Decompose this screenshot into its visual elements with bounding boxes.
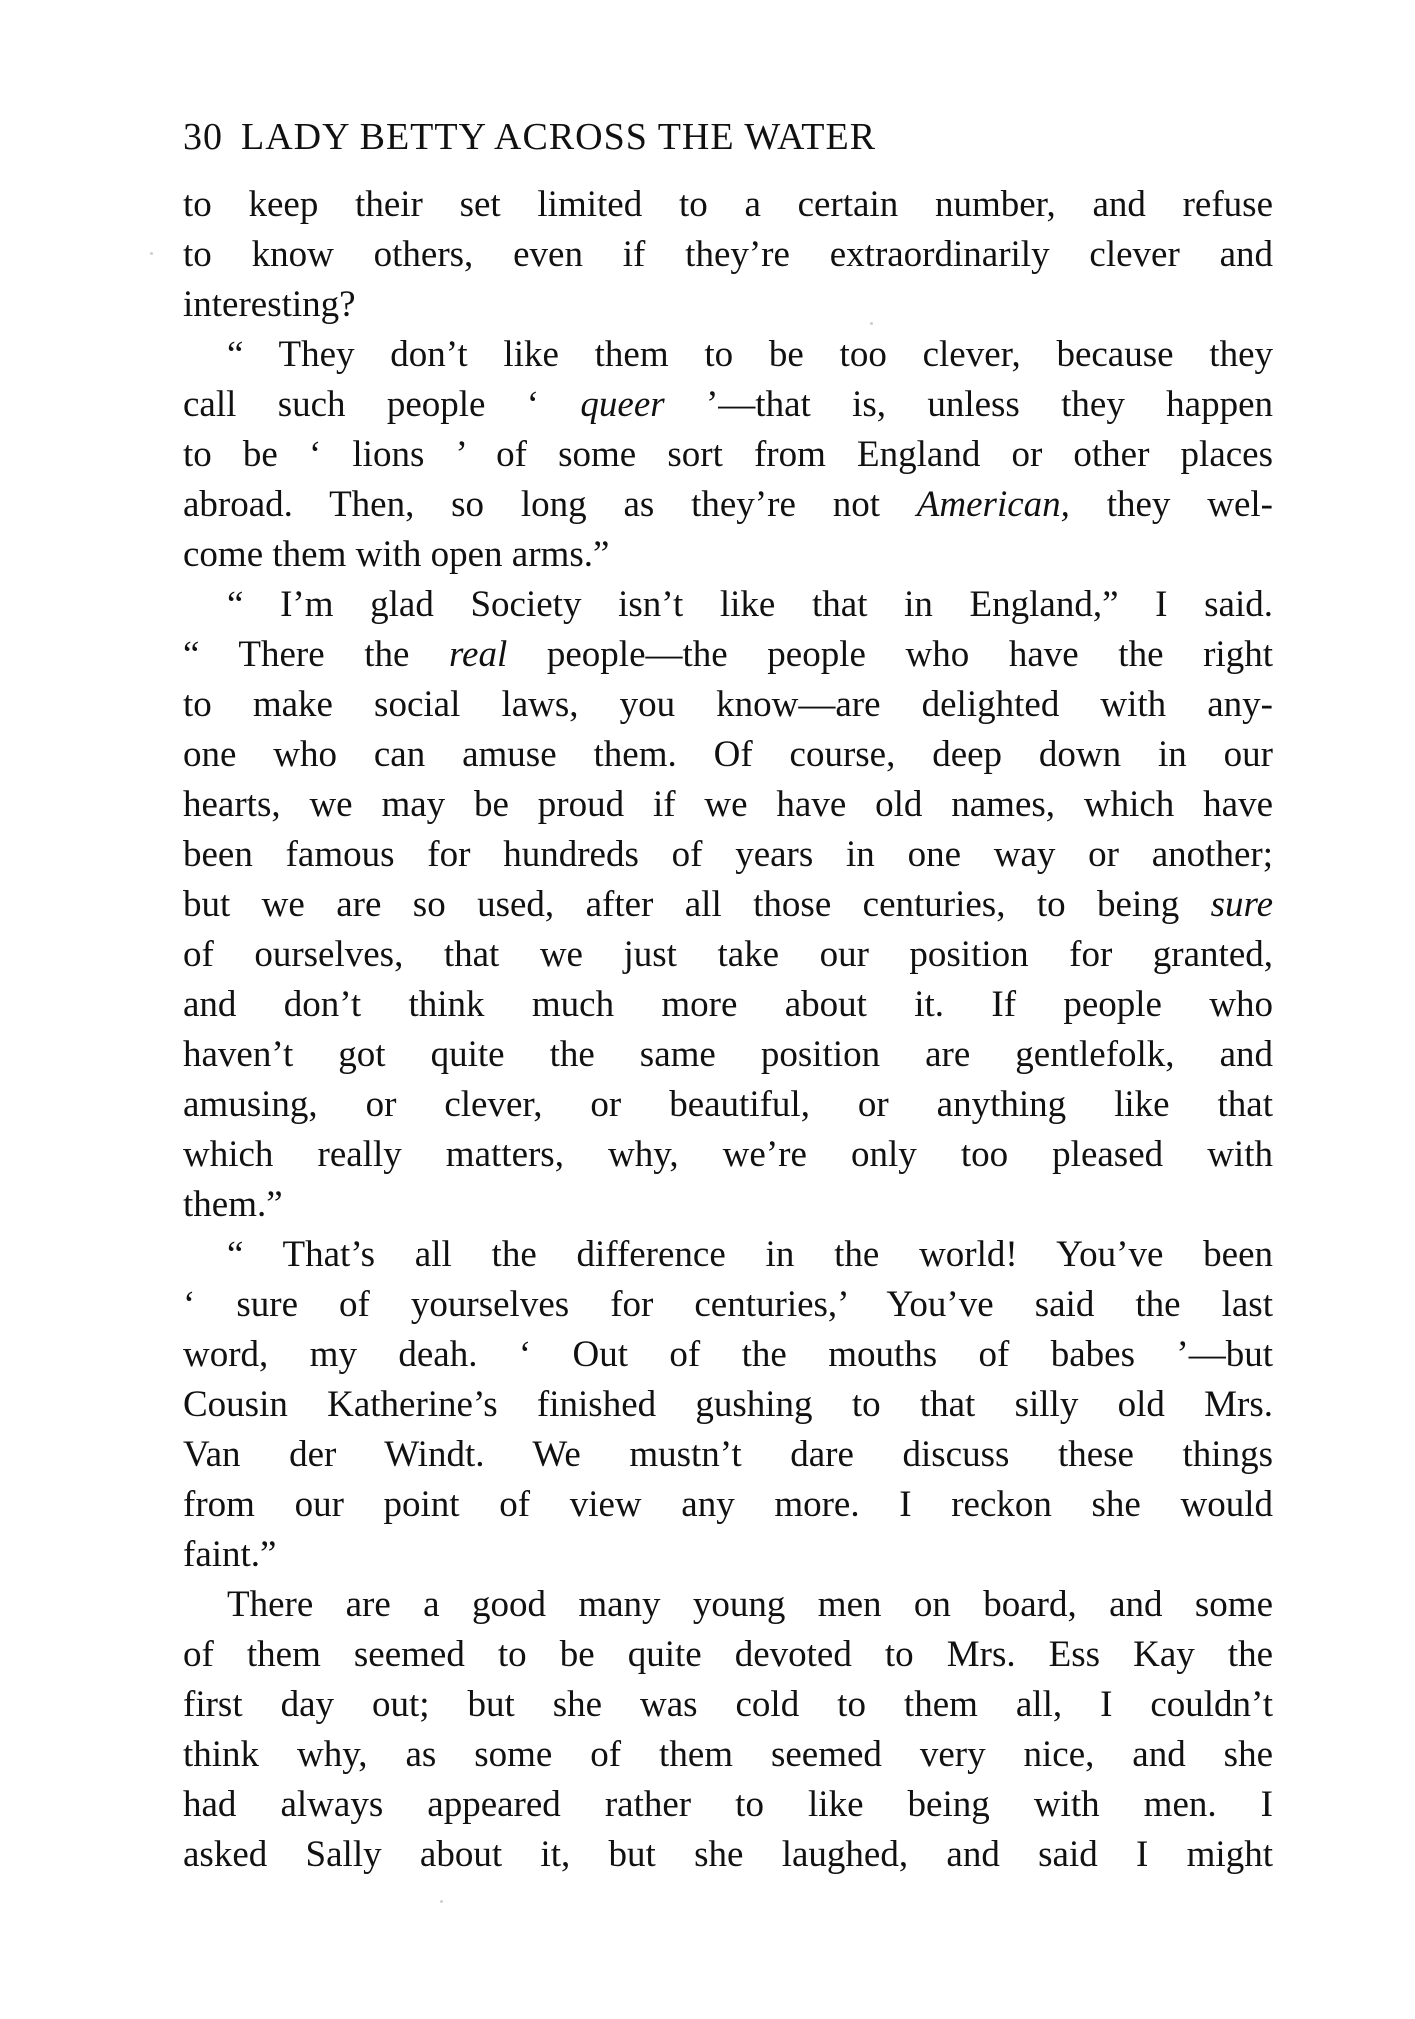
text-segment: “ They don’t like them to be too clever, because they (227, 334, 1273, 375)
text-segment: “ There the (183, 634, 450, 675)
text-line (183, 1430, 1273, 1480)
paper-speck (150, 252, 153, 255)
text-line (183, 1180, 1273, 1230)
text-segment: and don’t think much more about it. If people who (183, 984, 1273, 1025)
text-line (183, 630, 1273, 680)
text-segment: word, my deah. ‘ Out of the mouths of babes ’—but (183, 1334, 1273, 1375)
italic-word: sure (1210, 884, 1273, 925)
text-segment: they wel- (1069, 484, 1273, 525)
text-segment: to know others, even if they’re extraordinarily clever and (183, 234, 1273, 275)
text-line (183, 1730, 1273, 1780)
text-line (183, 530, 1273, 580)
text-segment: but we are so used, after all those centuries, to being (183, 884, 1211, 925)
text-line (183, 280, 1273, 330)
text-line (183, 780, 1273, 830)
text-segment: ‘ sure of yourselves for centuries,’ You’ve said the last (183, 1284, 1273, 1325)
text-line (183, 1480, 1273, 1530)
text-line (183, 1080, 1273, 1130)
text-segment: one who can amuse them. Of course, deep down in our (183, 734, 1273, 775)
text-segment: call such people ‘ (183, 384, 581, 425)
text-line (183, 930, 1273, 980)
text-segment: which really matters, why, we’re only too pleased with (183, 1134, 1273, 1175)
text-segment: “ That’s all the difference in the world! You’ve been (227, 1234, 1273, 1275)
text-line (183, 1130, 1273, 1180)
text-line (183, 1330, 1273, 1380)
text-line (183, 1280, 1273, 1330)
text-line (183, 730, 1273, 780)
text-segment: had always appeared rather to like being with men. I (183, 1784, 1273, 1825)
text-segment: to keep their set limited to a certain number, and refuse (183, 184, 1273, 225)
text-segment: to be ‘ lions ’ of some sort from England or other places (183, 434, 1273, 475)
text-line (183, 430, 1273, 480)
text-line (183, 1580, 1273, 1630)
text-line (183, 1030, 1273, 1080)
text-segment: amusing, or clever, or beautiful, or anything like that (183, 1084, 1273, 1125)
text-line (183, 230, 1273, 280)
text-line (183, 580, 1273, 630)
text-segment: faint.” (183, 1534, 277, 1575)
text-line (183, 180, 1273, 230)
text-segment: them.” (183, 1184, 283, 1225)
body-text (183, 180, 1273, 1880)
text-segment: been famous for hundreds of years in one way or another; (183, 834, 1273, 875)
text-line (183, 680, 1273, 730)
paper-speck (870, 322, 873, 325)
italic-word: real (449, 634, 508, 675)
text-line (183, 1230, 1273, 1280)
paper-speck (440, 1900, 443, 1903)
text-line (183, 980, 1273, 1030)
italic-word: American, (916, 484, 1070, 525)
text-segment: Cousin Katherine’s finished gushing to that silly old Mrs. (183, 1384, 1273, 1425)
text-line (183, 1680, 1273, 1730)
text-segment: abroad. Then, so long as they’re not (183, 484, 917, 525)
page-number: 30 (183, 116, 223, 158)
text-line (183, 380, 1273, 430)
text-segment: come them with open arms.” (183, 534, 610, 575)
text-line (183, 1530, 1273, 1580)
text-line (183, 1380, 1273, 1430)
text-segment: of ourselves, that we just take our position for granted, (183, 934, 1273, 975)
text-segment: interesting? (183, 284, 356, 325)
text-segment: Van der Windt. We mustn’t dare discuss these things (183, 1434, 1273, 1475)
text-line (183, 880, 1273, 930)
text-line (183, 1780, 1273, 1830)
text-line (183, 830, 1273, 880)
text-segment: from our point of view any more. I reckon she would (183, 1484, 1273, 1525)
book-title: LADY BETTY ACROSS THE WATER (241, 116, 877, 158)
text-line (183, 1830, 1273, 1880)
text-segment: ’—that is, unless they happen (664, 384, 1274, 425)
running-head (183, 112, 1273, 162)
text-segment: of them seemed to be quite devoted to Mrs. Ess Kay the (183, 1634, 1273, 1675)
italic-word: queer (580, 384, 665, 425)
text-segment: haven’t got quite the same position are gentlefolk, and (183, 1034, 1273, 1075)
text-segment: first day out; but she was cold to them all, I couldn’t (183, 1684, 1273, 1725)
text-segment: hearts, we may be proud if we have old names, which have (183, 784, 1273, 825)
text-segment: to make social laws, you know—are delighted with any- (183, 684, 1273, 725)
text-segment: think why, as some of them seemed very nice, and she (183, 1734, 1273, 1775)
text-segment: “ I’m glad Society isn’t like that in England,” I said. (227, 584, 1273, 625)
text-line (183, 330, 1273, 380)
text-segment: people—the people who have the right (507, 634, 1273, 675)
text-segment: There are a good many young men on board, and some (227, 1584, 1273, 1625)
text-line (183, 1630, 1273, 1680)
text-segment: asked Sally about it, but she laughed, and said I might (183, 1834, 1273, 1875)
text-line (183, 480, 1273, 530)
